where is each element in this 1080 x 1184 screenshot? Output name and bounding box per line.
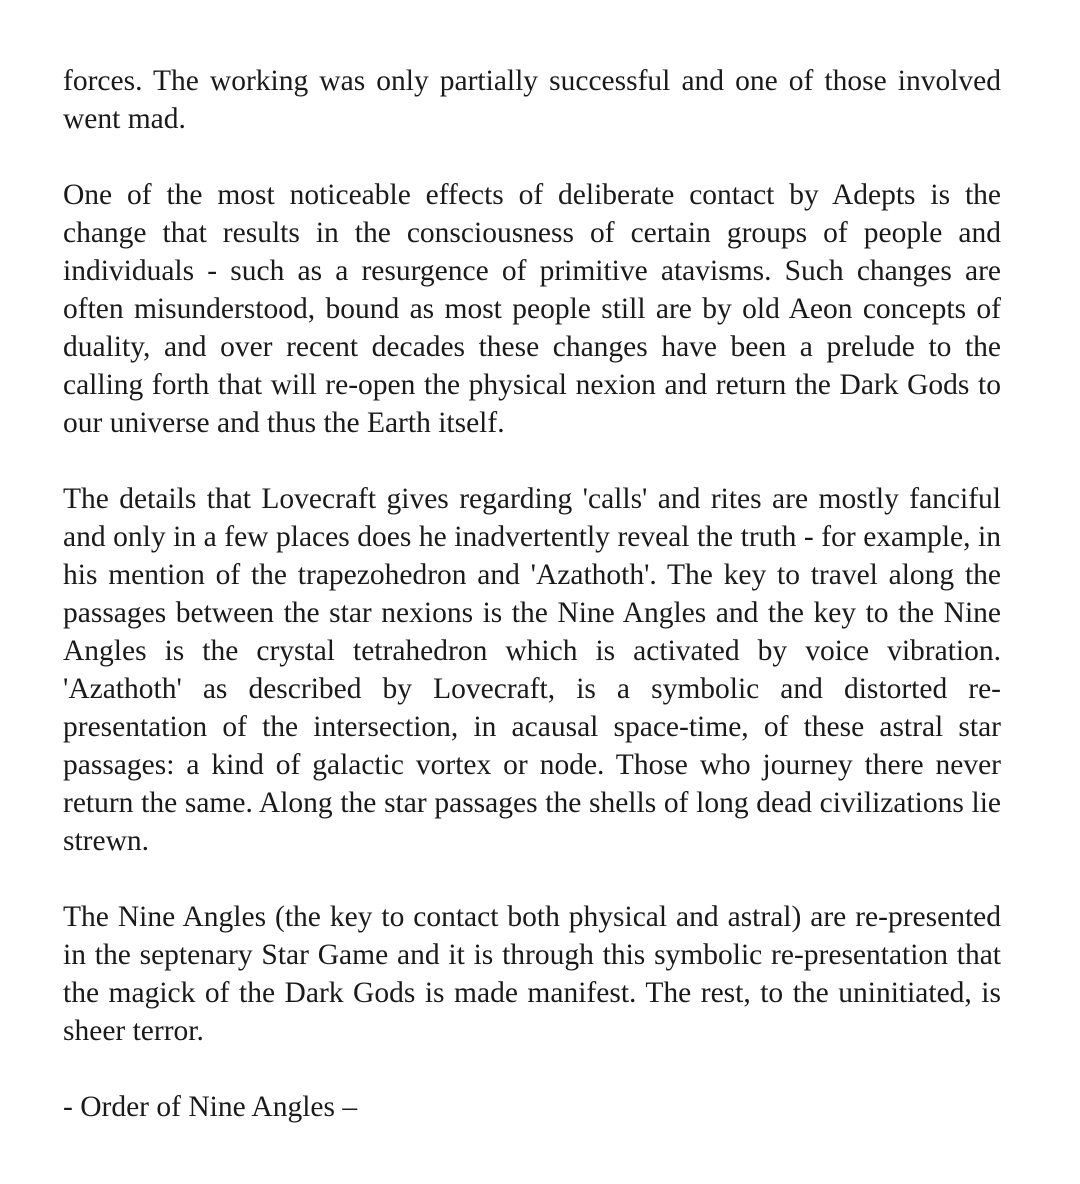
paragraph-4: The Nine Angles (the key to contact both physical and astral) are re-presented in the septenary Star Game and it is through this symbolic re-presentation that the magick of the Dark Gods is made manifest. The rest, to the uninitiated, is sheer terror. — [63, 901, 1001, 1047]
paragraph-1: forces. The working was only partially successful and one of those involved went mad. — [63, 65, 1001, 135]
document-page — [63, 62, 1001, 1126]
paragraph-2: One of the most noticeable effects of deliberate contact by Adepts is the change that results in the consciousness of certain groups of people and individuals - such as a resurgence of primitive atavisms. Such changes are often misunderstood, bound as most people still are by old Aeon concepts of duality, and over recent decades these changes have been a prelude to the calling forth that will re-open the physical nexion and return the Dark Gods to our universe and thus the Earth itself. — [63, 179, 1001, 439]
signature: - Order of Nine Angles – — [63, 1091, 358, 1123]
paragraph-3: The details that Lovecraft gives regarding 'calls' and rites are mostly fanciful and only in a few places does he inadvertently reveal the truth - for example, in his mention of the trapezohedron and 'Azathoth'. The key to travel along the passages between the star nexions is the Nine Angles and the key to the Nine Angles is the crystal tetrahedron which is activated by voice vibration. 'Azathoth' as described by Lovecraft, is a symbolic and distorted re-presentation of the intersection, in acausal space-time, of these astral star passages: a kind of galactic vortex or node. Those who journey there never return the same. Along the star passages the shells of long dead civilizations lie strewn. — [63, 483, 1001, 857]
